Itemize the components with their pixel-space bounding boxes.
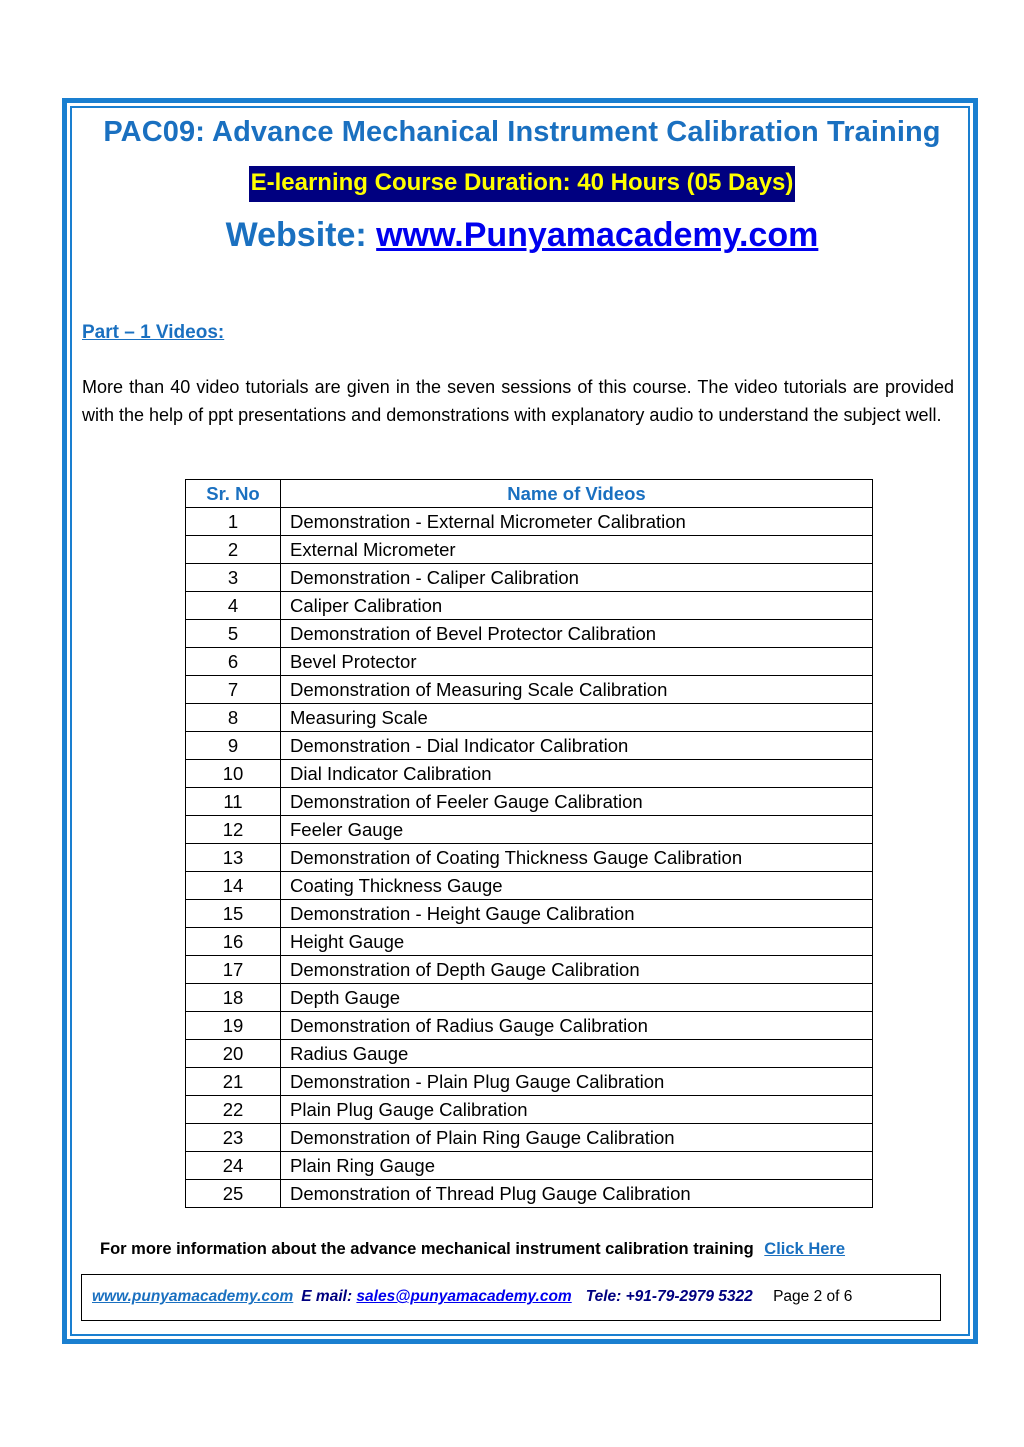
cell-video-name: Demonstration of Thread Plug Gauge Calibration bbox=[281, 1180, 873, 1208]
cell-video-name: Demonstration of Measuring Scale Calibration bbox=[281, 676, 873, 704]
cell-video-name: Bevel Protector bbox=[281, 648, 873, 676]
header-video-name: Name of Videos bbox=[281, 480, 873, 508]
website-line bbox=[0, 216, 1024, 255]
cell-sr-no: 4 bbox=[186, 592, 281, 620]
cell-video-name: Demonstration - Height Gauge Calibration bbox=[281, 900, 873, 928]
cell-sr-no: 14 bbox=[186, 872, 281, 900]
cell-sr-no: 10 bbox=[186, 760, 281, 788]
cell-video-name: Plain Ring Gauge bbox=[281, 1152, 873, 1180]
cell-sr-no: 2 bbox=[186, 536, 281, 564]
cell-sr-no: 19 bbox=[186, 1012, 281, 1040]
cell-sr-no: 15 bbox=[186, 900, 281, 928]
table-row bbox=[186, 732, 873, 760]
footer-email-label: E mail: bbox=[301, 1288, 353, 1305]
duration-text: E-learning Course Duration: 40 Hours (05 Days) bbox=[249, 166, 796, 202]
footer-site-link[interactable]: www.punyamacademy.com bbox=[92, 1288, 294, 1305]
footer-page-number: Page 2 of 6 bbox=[773, 1288, 853, 1305]
table-row bbox=[186, 900, 873, 928]
section-heading: Part – 1 Videos: bbox=[82, 322, 225, 343]
cell-video-name: Demonstration of Radius Gauge Calibration bbox=[281, 1012, 873, 1040]
more-info-line bbox=[100, 1240, 845, 1259]
table-row bbox=[186, 1124, 873, 1152]
cell-sr-no: 8 bbox=[186, 704, 281, 732]
table-row bbox=[186, 536, 873, 564]
duration-banner bbox=[0, 166, 1024, 202]
footer-email-link[interactable]: sales@punyamacademy.com bbox=[356, 1288, 572, 1305]
cell-sr-no: 25 bbox=[186, 1180, 281, 1208]
cell-sr-no: 23 bbox=[186, 1124, 281, 1152]
cell-sr-no: 12 bbox=[186, 816, 281, 844]
cell-sr-no: 21 bbox=[186, 1068, 281, 1096]
table-row bbox=[186, 872, 873, 900]
cell-sr-no: 16 bbox=[186, 928, 281, 956]
table-row bbox=[186, 592, 873, 620]
cell-video-name: Demonstration of Feeler Gauge Calibration bbox=[281, 788, 873, 816]
cell-video-name: Radius Gauge bbox=[281, 1040, 873, 1068]
table-row bbox=[186, 760, 873, 788]
course-title: PAC09: Advance Mechanical Instrument Calibration Training bbox=[103, 116, 941, 148]
cell-sr-no: 11 bbox=[186, 788, 281, 816]
cell-sr-no: 20 bbox=[186, 1040, 281, 1068]
cell-video-name: Demonstration - Plain Plug Gauge Calibration bbox=[281, 1068, 873, 1096]
table-row bbox=[186, 788, 873, 816]
table-row bbox=[186, 928, 873, 956]
cell-sr-no: 24 bbox=[186, 1152, 281, 1180]
cell-video-name: External Micrometer bbox=[281, 536, 873, 564]
cell-video-name: Depth Gauge bbox=[281, 984, 873, 1012]
cell-video-name: Plain Plug Gauge Calibration bbox=[281, 1096, 873, 1124]
table-row bbox=[186, 1096, 873, 1124]
website-label: Website: bbox=[225, 216, 367, 254]
cell-video-name: Feeler Gauge bbox=[281, 816, 873, 844]
cell-video-name: Demonstration - Dial Indicator Calibration bbox=[281, 732, 873, 760]
cell-video-name: Demonstration - External Micrometer Calibration bbox=[281, 508, 873, 536]
cell-video-name: Demonstration of Depth Gauge Calibration bbox=[281, 956, 873, 984]
table-header-row bbox=[186, 480, 873, 508]
videos-table bbox=[185, 479, 873, 1208]
table-row bbox=[186, 620, 873, 648]
click-here-link[interactable]: Click Here bbox=[764, 1240, 846, 1258]
cell-sr-no: 17 bbox=[186, 956, 281, 984]
cell-video-name: Demonstration - Caliper Calibration bbox=[281, 564, 873, 592]
cell-sr-no: 13 bbox=[186, 844, 281, 872]
table-row bbox=[186, 1068, 873, 1096]
table-row bbox=[186, 1152, 873, 1180]
table-row bbox=[186, 648, 873, 676]
table-row bbox=[186, 1040, 873, 1068]
footer bbox=[92, 1288, 852, 1306]
cell-sr-no: 7 bbox=[186, 676, 281, 704]
table-row bbox=[186, 956, 873, 984]
table-row bbox=[186, 816, 873, 844]
cell-video-name: Caliper Calibration bbox=[281, 592, 873, 620]
intro-paragraph: More than 40 video tutorials are given in the seven sessions of this course. The video tutorials are provided with the help of ppt presentations and demonstrations with explanatory audio to understand the subject well. bbox=[82, 377, 954, 425]
table-row bbox=[186, 984, 873, 1012]
cell-sr-no: 3 bbox=[186, 564, 281, 592]
cell-video-name: Demonstration of Coating Thickness Gauge Calibration bbox=[281, 844, 873, 872]
cell-video-name: Demonstration of Bevel Protector Calibration bbox=[281, 620, 873, 648]
cell-sr-no: 18 bbox=[186, 984, 281, 1012]
table-row bbox=[186, 704, 873, 732]
cell-sr-no: 5 bbox=[186, 620, 281, 648]
table-row bbox=[186, 508, 873, 536]
footer-phone: Tele: +91-79-2979 5322 bbox=[585, 1288, 753, 1305]
cell-video-name: Height Gauge bbox=[281, 928, 873, 956]
cell-video-name: Dial Indicator Calibration bbox=[281, 760, 873, 788]
table-row bbox=[186, 676, 873, 704]
cell-sr-no: 22 bbox=[186, 1096, 281, 1124]
cell-sr-no: 9 bbox=[186, 732, 281, 760]
cell-video-name: Demonstration of Plain Ring Gauge Calibration bbox=[281, 1124, 873, 1152]
table-row bbox=[186, 844, 873, 872]
cell-sr-no: 1 bbox=[186, 508, 281, 536]
table-row bbox=[186, 564, 873, 592]
more-info-text: For more information about the advance mechanical instrument calibration training bbox=[100, 1240, 754, 1258]
header-sr-no: Sr. No bbox=[186, 480, 281, 508]
table-row bbox=[186, 1180, 873, 1208]
website-link[interactable]: www.Punyamacademy.com bbox=[376, 216, 819, 254]
table-row bbox=[186, 1012, 873, 1040]
cell-sr-no: 6 bbox=[186, 648, 281, 676]
cell-video-name: Measuring Scale bbox=[281, 704, 873, 732]
cell-video-name: Coating Thickness Gauge bbox=[281, 872, 873, 900]
